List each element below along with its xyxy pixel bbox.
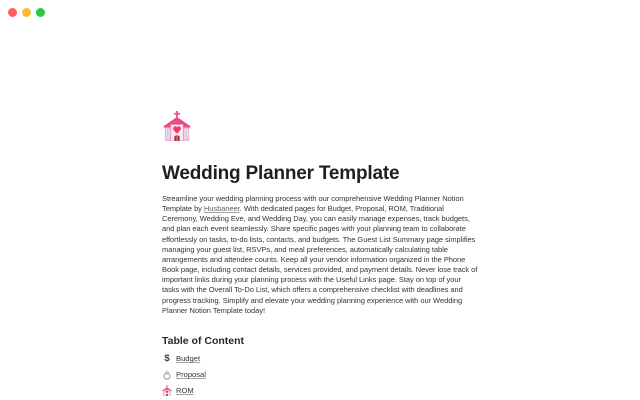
window-controls xyxy=(8,8,45,17)
page-description xyxy=(162,194,478,316)
page-title: Wedding Planner Template xyxy=(162,163,400,184)
description-text-pre: Streamline your wedding planning process with our comprehensive Wedding Planner Notion Template by xyxy=(162,194,464,214)
toc-link-proposal[interactable]: Proposal xyxy=(176,370,206,380)
wedding-church-icon xyxy=(162,386,172,396)
husbaneer-link[interactable]: Husbaneer xyxy=(203,204,240,214)
wedding-church-icon[interactable] xyxy=(162,111,192,141)
minimize-button[interactable] xyxy=(22,8,31,17)
toc-item-rom[interactable] xyxy=(162,384,478,396)
toc-list xyxy=(162,353,478,397)
close-button[interactable] xyxy=(8,8,17,17)
toc-link-rom[interactable]: ROM xyxy=(176,386,194,396)
toc-link-budget[interactable]: Budget xyxy=(176,354,201,364)
page-content xyxy=(162,0,478,397)
zoom-button[interactable] xyxy=(36,8,45,17)
ring-icon xyxy=(162,370,172,380)
toc-item-budget[interactable] xyxy=(162,353,478,365)
dollar-icon: $ xyxy=(164,352,170,364)
description-text-post: . With dedicated pages for Budget, Proposal, ROM, Traditional Ceremony, Wedding Eve, and Wedding Day, you can easily manage expenses, track budgets, and plan each event seamlessly. Share specific pages with your planning team to collaborate effortlessly on tasks, to-do lists, contacts, and budgets. The Guest List Summary page simplifies managing your guest list, RSVPs, and meal preferences, automatically calculating table arrangements and attendee counts. Keep all your vendor information organized in the Phone Book page, including contact details, services provided, and payment details. Never lose track of important links during your planning process with the Useful Links page. Stay on top of your tasks with the Overall To-Do List, which offers a comprehensive checklist with deadlines and progress tracking. Simplify and elevate your wedding planning experience with our Wedding Planner Notion Template today! xyxy=(162,204,478,315)
toc-item-proposal[interactable] xyxy=(162,369,478,381)
toc-heading: Table of Content xyxy=(162,334,245,347)
